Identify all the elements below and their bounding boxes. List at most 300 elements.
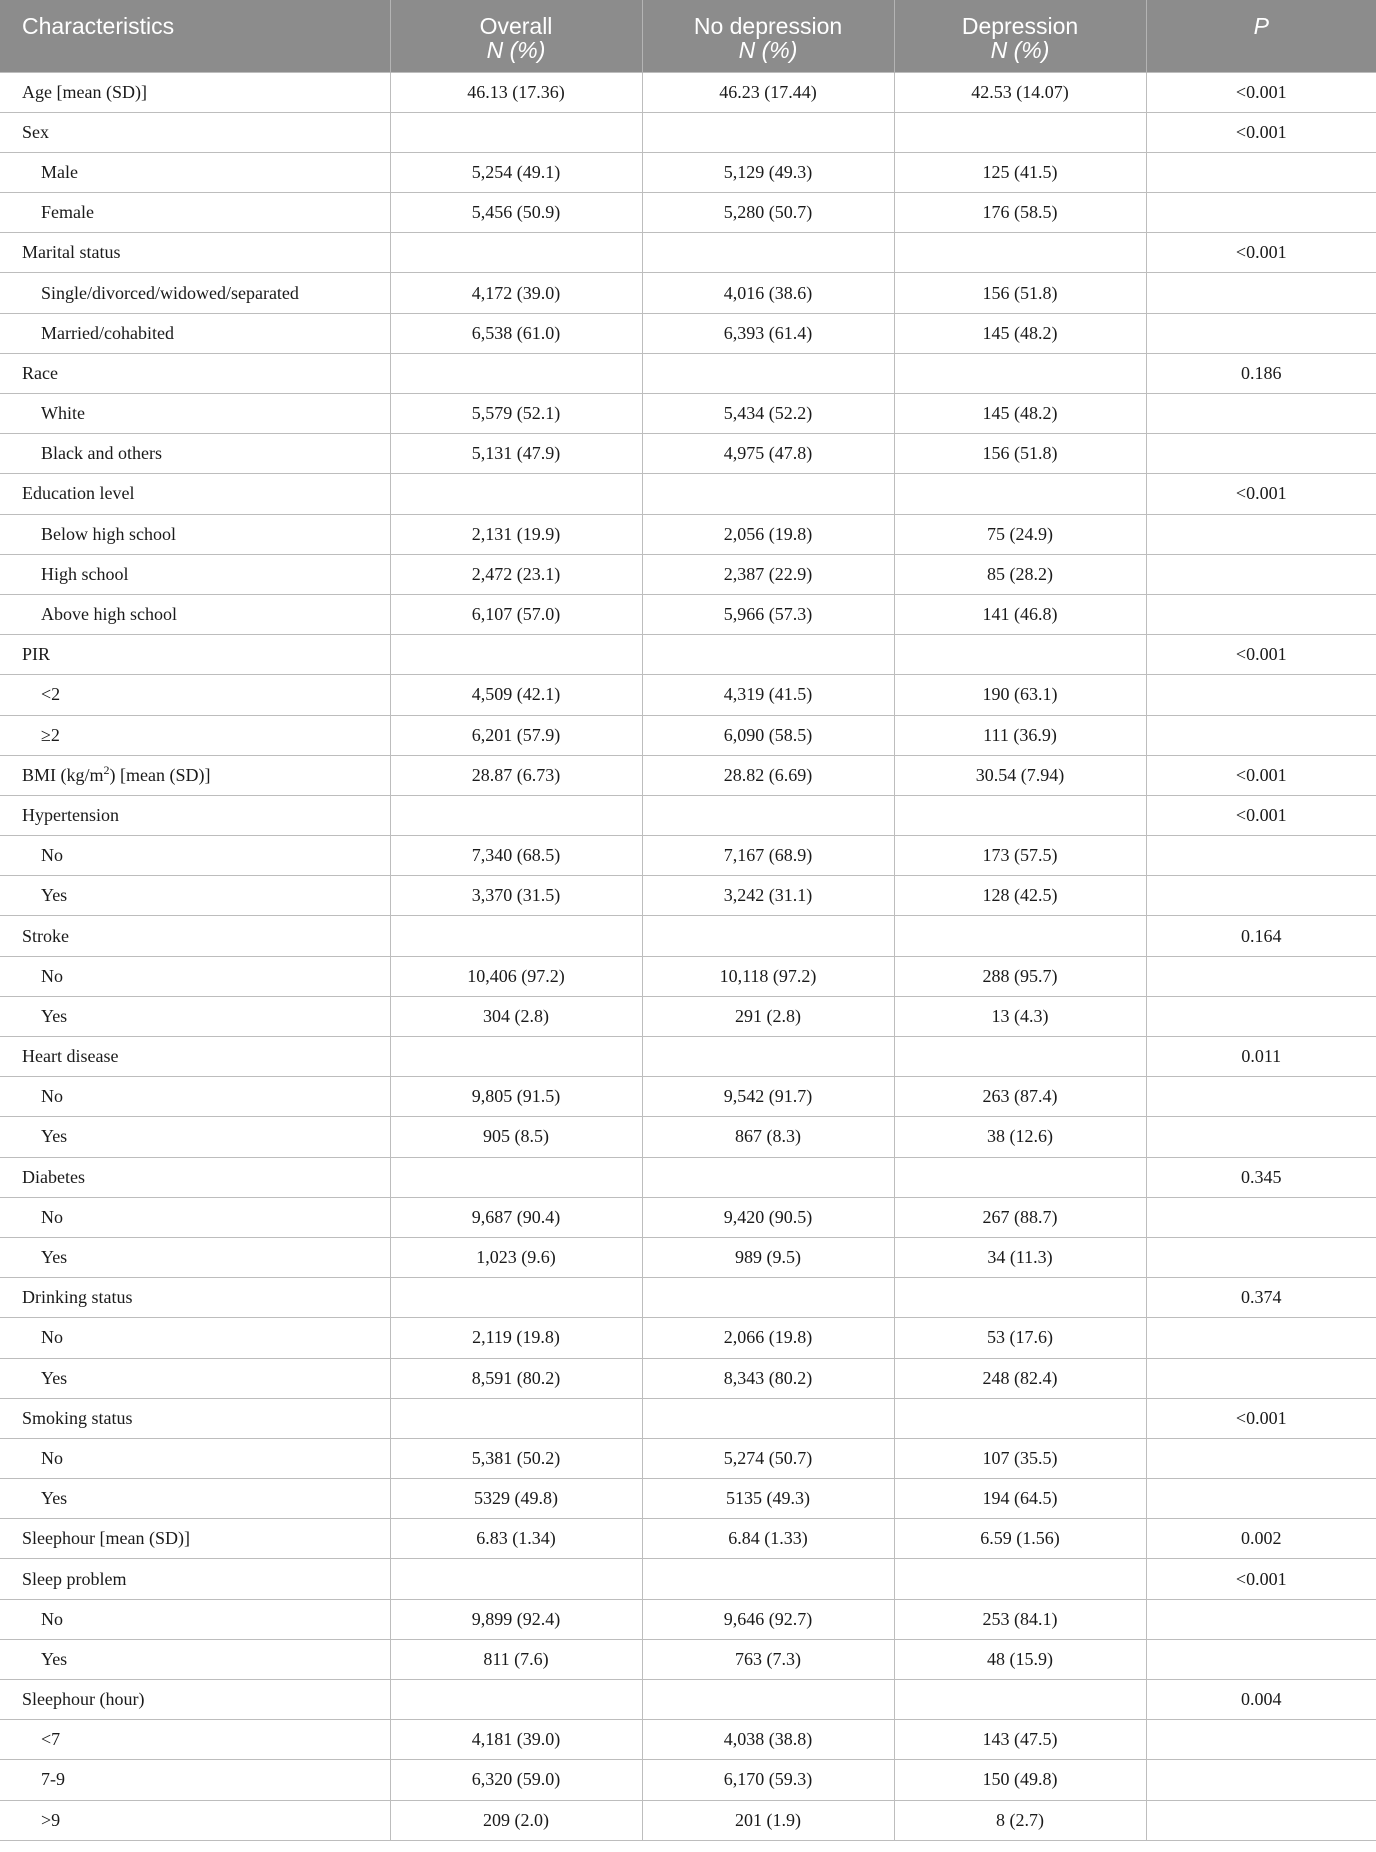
cell-overall: 304 (2.8) bbox=[390, 996, 642, 1036]
table-row bbox=[0, 1278, 1376, 1318]
cell-p-value bbox=[1146, 1720, 1376, 1760]
table-row bbox=[0, 554, 1376, 594]
row-label-text: Race bbox=[22, 362, 58, 383]
cell-depression: 143 (47.5) bbox=[894, 1720, 1146, 1760]
cell-no-depression: 763 (7.3) bbox=[642, 1639, 894, 1679]
cell-overall: 811 (7.6) bbox=[390, 1639, 642, 1679]
row-label-text: Diabetes bbox=[22, 1166, 85, 1187]
row-label bbox=[0, 474, 390, 514]
cell-overall bbox=[390, 233, 642, 273]
cell-p-value bbox=[1146, 554, 1376, 594]
table-row bbox=[0, 1479, 1376, 1519]
row-label bbox=[0, 1559, 390, 1599]
cell-p-value bbox=[1146, 1237, 1376, 1277]
table-row bbox=[0, 795, 1376, 835]
cell-no-depression: 10,118 (97.2) bbox=[642, 956, 894, 996]
table-row bbox=[0, 1398, 1376, 1438]
cell-depression bbox=[894, 1037, 1146, 1077]
cell-no-depression: 46.23 (17.44) bbox=[642, 72, 894, 112]
cell-depression: 248 (82.4) bbox=[894, 1358, 1146, 1398]
row-label-superscript: 2 bbox=[103, 762, 110, 777]
row-label-text: No bbox=[41, 1447, 63, 1468]
cell-overall: 28.87 (6.73) bbox=[390, 755, 642, 795]
cell-p-value bbox=[1146, 273, 1376, 313]
row-label bbox=[0, 1278, 390, 1318]
cell-p-value bbox=[1146, 394, 1376, 434]
row-label bbox=[0, 916, 390, 956]
table-row bbox=[0, 1800, 1376, 1840]
cell-depression bbox=[894, 353, 1146, 393]
row-label bbox=[0, 1639, 390, 1679]
header-no-depression bbox=[642, 0, 894, 72]
cell-no-depression bbox=[642, 1680, 894, 1720]
cell-overall: 2,119 (19.8) bbox=[390, 1318, 642, 1358]
table-row bbox=[0, 1077, 1376, 1117]
row-label-text: ≥2 bbox=[41, 724, 60, 745]
row-label-text: 7-9 bbox=[41, 1769, 65, 1790]
cell-no-depression: 6.84 (1.33) bbox=[642, 1519, 894, 1559]
table-row bbox=[0, 876, 1376, 916]
cell-overall bbox=[390, 1559, 642, 1599]
cell-overall: 9,805 (91.5) bbox=[390, 1077, 642, 1117]
cell-depression: 85 (28.2) bbox=[894, 554, 1146, 594]
table-row bbox=[0, 1559, 1376, 1599]
cell-p-value: <0.001 bbox=[1146, 795, 1376, 835]
header-depression bbox=[894, 0, 1146, 72]
table-row bbox=[0, 715, 1376, 755]
cell-p-value bbox=[1146, 152, 1376, 192]
table-header bbox=[0, 0, 1376, 72]
row-label-text: Age [mean (SD)] bbox=[22, 81, 147, 102]
cell-p-value bbox=[1146, 1438, 1376, 1478]
row-label bbox=[0, 996, 390, 1036]
cell-overall bbox=[390, 1680, 642, 1720]
cell-depression: 288 (95.7) bbox=[894, 956, 1146, 996]
table-row bbox=[0, 635, 1376, 675]
table-row bbox=[0, 1519, 1376, 1559]
cell-depression: 53 (17.6) bbox=[894, 1318, 1146, 1358]
table-row bbox=[0, 1720, 1376, 1760]
row-label-text: Male bbox=[41, 161, 78, 182]
cell-no-depression bbox=[642, 635, 894, 675]
cell-no-depression bbox=[642, 916, 894, 956]
cell-depression: 107 (35.5) bbox=[894, 1438, 1146, 1478]
cell-depression: 253 (84.1) bbox=[894, 1599, 1146, 1639]
table-row bbox=[0, 594, 1376, 634]
cell-no-depression bbox=[642, 474, 894, 514]
row-label-text: No bbox=[41, 1086, 63, 1107]
cell-p-value bbox=[1146, 1639, 1376, 1679]
row-label-text: Drinking status bbox=[22, 1287, 133, 1308]
table-row bbox=[0, 112, 1376, 152]
cell-overall: 5,254 (49.1) bbox=[390, 152, 642, 192]
cell-no-depression: 5,280 (50.7) bbox=[642, 193, 894, 233]
cell-overall: 209 (2.0) bbox=[390, 1800, 642, 1840]
cell-overall: 2,131 (19.9) bbox=[390, 514, 642, 554]
row-label bbox=[0, 273, 390, 313]
cell-p-value bbox=[1146, 1800, 1376, 1840]
cell-no-depression: 291 (2.8) bbox=[642, 996, 894, 1036]
cell-p-value bbox=[1146, 1599, 1376, 1639]
cell-no-depression bbox=[642, 1559, 894, 1599]
row-label bbox=[0, 233, 390, 273]
row-label bbox=[0, 1237, 390, 1277]
header-no-depression-label: No depression bbox=[693, 13, 843, 39]
cell-no-depression: 4,319 (41.5) bbox=[642, 675, 894, 715]
header-depression-n-pct: N (%) bbox=[990, 37, 1050, 63]
row-label bbox=[0, 795, 390, 835]
cell-no-depression: 5,434 (52.2) bbox=[642, 394, 894, 434]
cell-no-depression: 7,167 (68.9) bbox=[642, 836, 894, 876]
row-label bbox=[0, 594, 390, 634]
cell-depression: 190 (63.1) bbox=[894, 675, 1146, 715]
cell-p-value bbox=[1146, 1077, 1376, 1117]
row-label-text: Sleephour (hour) bbox=[22, 1689, 145, 1710]
header-depression-label: Depression bbox=[961, 13, 1079, 39]
cell-overall: 8,591 (80.2) bbox=[390, 1358, 642, 1398]
cell-p-value bbox=[1146, 836, 1376, 876]
row-label-text: No bbox=[41, 1206, 63, 1227]
header-overall-n-pct: N (%) bbox=[486, 37, 546, 63]
row-label bbox=[0, 193, 390, 233]
row-label-text: Yes bbox=[41, 1367, 68, 1388]
table-row bbox=[0, 956, 1376, 996]
cell-overall: 5329 (49.8) bbox=[390, 1479, 642, 1519]
row-label-text: High school bbox=[41, 563, 129, 584]
cell-depression: 38 (12.6) bbox=[894, 1117, 1146, 1157]
cell-depression bbox=[894, 1559, 1146, 1599]
header-no-depression-n-pct: N (%) bbox=[738, 37, 798, 63]
cell-overall: 6,107 (57.0) bbox=[390, 594, 642, 634]
row-label-text: Sleephour [mean (SD)] bbox=[22, 1528, 190, 1549]
table-row bbox=[0, 1639, 1376, 1679]
row-label-text: Smoking status bbox=[22, 1407, 133, 1428]
cell-p-value bbox=[1146, 1760, 1376, 1800]
row-label bbox=[0, 675, 390, 715]
cell-no-depression: 2,056 (19.8) bbox=[642, 514, 894, 554]
row-label bbox=[0, 956, 390, 996]
table-row bbox=[0, 1237, 1376, 1277]
cell-depression: 13 (4.3) bbox=[894, 996, 1146, 1036]
row-label-text: Yes bbox=[41, 1247, 68, 1268]
cell-depression: 48 (15.9) bbox=[894, 1639, 1146, 1679]
cell-no-depression: 4,016 (38.6) bbox=[642, 273, 894, 313]
cell-overall: 1,023 (9.6) bbox=[390, 1237, 642, 1277]
cell-p-value bbox=[1146, 313, 1376, 353]
cell-overall: 9,899 (92.4) bbox=[390, 1599, 642, 1639]
row-label-text: No bbox=[41, 1608, 63, 1629]
cell-overall: 6,201 (57.9) bbox=[390, 715, 642, 755]
cell-depression: 194 (64.5) bbox=[894, 1479, 1146, 1519]
row-label-text: <7 bbox=[41, 1729, 61, 1750]
cell-p-value bbox=[1146, 1197, 1376, 1237]
row-label bbox=[0, 635, 390, 675]
cell-no-depression bbox=[642, 112, 894, 152]
cell-overall bbox=[390, 916, 642, 956]
table-row bbox=[0, 1157, 1376, 1197]
row-label-text: No bbox=[41, 965, 63, 986]
row-label-text: Female bbox=[41, 202, 94, 223]
cell-no-depression: 2,066 (19.8) bbox=[642, 1318, 894, 1358]
row-label bbox=[0, 876, 390, 916]
cell-depression: 34 (11.3) bbox=[894, 1237, 1146, 1277]
cell-depression bbox=[894, 1157, 1146, 1197]
cell-p-value bbox=[1146, 996, 1376, 1036]
cell-depression bbox=[894, 635, 1146, 675]
row-label bbox=[0, 152, 390, 192]
table-row bbox=[0, 1680, 1376, 1720]
cell-depression: 176 (58.5) bbox=[894, 193, 1146, 233]
cell-depression: 145 (48.2) bbox=[894, 394, 1146, 434]
row-label bbox=[0, 1800, 390, 1840]
cell-no-depression: 5,966 (57.3) bbox=[642, 594, 894, 634]
cell-no-depression: 6,090 (58.5) bbox=[642, 715, 894, 755]
table-row bbox=[0, 313, 1376, 353]
cell-p-value: <0.001 bbox=[1146, 755, 1376, 795]
cell-no-depression bbox=[642, 795, 894, 835]
row-label bbox=[0, 394, 390, 434]
row-label-text: Stroke bbox=[22, 925, 69, 946]
row-label-suffix: ) [mean (SD)] bbox=[109, 764, 211, 785]
row-label bbox=[0, 1398, 390, 1438]
row-label-text: Yes bbox=[41, 1648, 68, 1669]
row-label-text: Black and others bbox=[41, 443, 162, 464]
row-label bbox=[0, 353, 390, 393]
cell-p-value: 0.004 bbox=[1146, 1680, 1376, 1720]
row-label-text: Marital status bbox=[22, 242, 121, 263]
table-row bbox=[0, 675, 1376, 715]
cell-depression bbox=[894, 795, 1146, 835]
cell-depression: 145 (48.2) bbox=[894, 313, 1146, 353]
cell-no-depression: 989 (9.5) bbox=[642, 1237, 894, 1277]
row-label bbox=[0, 715, 390, 755]
header-p-value: P bbox=[1146, 0, 1376, 72]
cell-depression: 30.54 (7.94) bbox=[894, 755, 1146, 795]
row-label-text: Education level bbox=[22, 483, 135, 504]
row-label-text: Sleep problem bbox=[22, 1568, 127, 1589]
cell-overall: 6,320 (59.0) bbox=[390, 1760, 642, 1800]
cell-depression: 75 (24.9) bbox=[894, 514, 1146, 554]
row-label bbox=[0, 72, 390, 112]
cell-no-depression bbox=[642, 1037, 894, 1077]
cell-depression: 42.53 (14.07) bbox=[894, 72, 1146, 112]
table-body bbox=[0, 72, 1376, 1840]
cell-p-value: <0.001 bbox=[1146, 1398, 1376, 1438]
table-row bbox=[0, 1037, 1376, 1077]
table-row bbox=[0, 1318, 1376, 1358]
cell-overall: 3,370 (31.5) bbox=[390, 876, 642, 916]
row-label-text: Yes bbox=[41, 1005, 68, 1026]
cell-overall: 10,406 (97.2) bbox=[390, 956, 642, 996]
cell-depression bbox=[894, 1680, 1146, 1720]
row-label bbox=[0, 1680, 390, 1720]
cell-p-value bbox=[1146, 1479, 1376, 1519]
row-label bbox=[0, 1479, 390, 1519]
table-row bbox=[0, 72, 1376, 112]
table-row bbox=[0, 916, 1376, 956]
cell-overall: 5,131 (47.9) bbox=[390, 434, 642, 474]
row-label-text: Yes bbox=[41, 885, 68, 906]
table-row bbox=[0, 353, 1376, 393]
cell-no-depression bbox=[642, 1398, 894, 1438]
cell-overall: 2,472 (23.1) bbox=[390, 554, 642, 594]
cell-no-depression: 9,542 (91.7) bbox=[642, 1077, 894, 1117]
cell-overall bbox=[390, 795, 642, 835]
cell-overall: 5,381 (50.2) bbox=[390, 1438, 642, 1478]
header-row bbox=[0, 0, 1376, 72]
cell-overall: 6,538 (61.0) bbox=[390, 313, 642, 353]
cell-overall: 6.83 (1.34) bbox=[390, 1519, 642, 1559]
row-label bbox=[0, 1760, 390, 1800]
row-label-text: PIR bbox=[22, 644, 51, 665]
row-label-text: Single/divorced/widowed/separated bbox=[41, 282, 299, 303]
cell-depression bbox=[894, 112, 1146, 152]
cell-p-value: <0.001 bbox=[1146, 112, 1376, 152]
row-label-text: Yes bbox=[41, 1126, 68, 1147]
table-row bbox=[0, 1358, 1376, 1398]
cell-p-value bbox=[1146, 1358, 1376, 1398]
cell-no-depression: 4,975 (47.8) bbox=[642, 434, 894, 474]
cell-no-depression: 6,170 (59.3) bbox=[642, 1760, 894, 1800]
row-label bbox=[0, 514, 390, 554]
cell-p-value: <0.001 bbox=[1146, 1559, 1376, 1599]
row-label-text: Yes bbox=[41, 1488, 68, 1509]
cell-overall bbox=[390, 1037, 642, 1077]
cell-depression: 263 (87.4) bbox=[894, 1077, 1146, 1117]
row-label-text: Sex bbox=[22, 121, 49, 142]
cell-no-depression: 4,038 (38.8) bbox=[642, 1720, 894, 1760]
row-label-text: >9 bbox=[41, 1809, 61, 1830]
cell-p-value: 0.164 bbox=[1146, 916, 1376, 956]
row-label-text: Above high school bbox=[41, 604, 177, 625]
cell-no-depression: 5135 (49.3) bbox=[642, 1479, 894, 1519]
row-label-text: Hypertension bbox=[22, 804, 119, 825]
table-row bbox=[0, 434, 1376, 474]
row-label-text: Below high school bbox=[41, 523, 176, 544]
cell-p-value bbox=[1146, 514, 1376, 554]
cell-p-value bbox=[1146, 1117, 1376, 1157]
table-row bbox=[0, 1760, 1376, 1800]
table-row bbox=[0, 273, 1376, 313]
cell-p-value: 0.011 bbox=[1146, 1037, 1376, 1077]
table-row bbox=[0, 152, 1376, 192]
cell-p-value: <0.001 bbox=[1146, 635, 1376, 675]
row-label bbox=[0, 313, 390, 353]
cell-depression bbox=[894, 233, 1146, 273]
cell-overall bbox=[390, 474, 642, 514]
cell-overall: 4,181 (39.0) bbox=[390, 1720, 642, 1760]
table-row bbox=[0, 193, 1376, 233]
cell-overall bbox=[390, 1398, 642, 1438]
cell-no-depression: 867 (8.3) bbox=[642, 1117, 894, 1157]
table-row bbox=[0, 1197, 1376, 1237]
cell-overall: 46.13 (17.36) bbox=[390, 72, 642, 112]
row-label bbox=[0, 1318, 390, 1358]
cell-no-depression: 5,129 (49.3) bbox=[642, 152, 894, 192]
header-characteristics: Characteristics bbox=[0, 0, 390, 72]
cell-overall bbox=[390, 353, 642, 393]
cell-p-value bbox=[1146, 956, 1376, 996]
cell-depression: 156 (51.8) bbox=[894, 434, 1146, 474]
cell-no-depression: 8,343 (80.2) bbox=[642, 1358, 894, 1398]
table-row bbox=[0, 1599, 1376, 1639]
cell-overall bbox=[390, 1278, 642, 1318]
row-label bbox=[0, 1599, 390, 1639]
cell-depression: 128 (42.5) bbox=[894, 876, 1146, 916]
cell-overall bbox=[390, 635, 642, 675]
table-row bbox=[0, 394, 1376, 434]
cell-depression: 125 (41.5) bbox=[894, 152, 1146, 192]
cell-p-value: 0.345 bbox=[1146, 1157, 1376, 1197]
row-label bbox=[0, 836, 390, 876]
cell-overall: 7,340 (68.5) bbox=[390, 836, 642, 876]
cell-p-value: 0.374 bbox=[1146, 1278, 1376, 1318]
table-row bbox=[0, 996, 1376, 1036]
row-label bbox=[0, 112, 390, 152]
row-label bbox=[0, 1438, 390, 1478]
cell-depression: 6.59 (1.56) bbox=[894, 1519, 1146, 1559]
cell-depression bbox=[894, 1278, 1146, 1318]
cell-depression: 111 (36.9) bbox=[894, 715, 1146, 755]
cell-overall bbox=[390, 1157, 642, 1197]
cell-depression: 150 (49.8) bbox=[894, 1760, 1146, 1800]
cell-p-value bbox=[1146, 1318, 1376, 1358]
row-label bbox=[0, 1197, 390, 1237]
cell-p-value: 0.186 bbox=[1146, 353, 1376, 393]
cell-no-depression bbox=[642, 1157, 894, 1197]
row-label bbox=[0, 1519, 390, 1559]
row-label bbox=[0, 1037, 390, 1077]
cell-no-depression: 201 (1.9) bbox=[642, 1800, 894, 1840]
cell-no-depression bbox=[642, 353, 894, 393]
row-label bbox=[0, 554, 390, 594]
cell-no-depression: 2,387 (22.9) bbox=[642, 554, 894, 594]
row-label bbox=[0, 755, 390, 795]
row-label-text: White bbox=[41, 403, 85, 424]
cell-no-depression bbox=[642, 1278, 894, 1318]
cell-overall bbox=[390, 112, 642, 152]
row-label bbox=[0, 1077, 390, 1117]
row-label-text: BMI (kg/m bbox=[22, 764, 104, 785]
table-row bbox=[0, 474, 1376, 514]
cell-no-depression: 9,646 (92.7) bbox=[642, 1599, 894, 1639]
cell-no-depression: 5,274 (50.7) bbox=[642, 1438, 894, 1478]
cell-p-value bbox=[1146, 876, 1376, 916]
cell-p-value: 0.002 bbox=[1146, 1519, 1376, 1559]
cell-overall: 5,579 (52.1) bbox=[390, 394, 642, 434]
cell-p-value: <0.001 bbox=[1146, 233, 1376, 273]
cell-p-value bbox=[1146, 434, 1376, 474]
cell-no-depression bbox=[642, 233, 894, 273]
row-label bbox=[0, 1358, 390, 1398]
row-label-text: <2 bbox=[41, 684, 61, 705]
table-row bbox=[0, 233, 1376, 273]
cell-no-depression: 9,420 (90.5) bbox=[642, 1197, 894, 1237]
cell-p-value: <0.001 bbox=[1146, 474, 1376, 514]
row-label-text: Married/cohabited bbox=[41, 322, 174, 343]
table-row bbox=[0, 1438, 1376, 1478]
cell-overall: 4,509 (42.1) bbox=[390, 675, 642, 715]
cell-overall: 905 (8.5) bbox=[390, 1117, 642, 1157]
row-label bbox=[0, 1117, 390, 1157]
cell-no-depression: 28.82 (6.69) bbox=[642, 755, 894, 795]
cell-overall: 9,687 (90.4) bbox=[390, 1197, 642, 1237]
cell-depression: 267 (88.7) bbox=[894, 1197, 1146, 1237]
cell-p-value bbox=[1146, 675, 1376, 715]
row-label bbox=[0, 1720, 390, 1760]
cell-overall: 4,172 (39.0) bbox=[390, 273, 642, 313]
cell-no-depression: 3,242 (31.1) bbox=[642, 876, 894, 916]
